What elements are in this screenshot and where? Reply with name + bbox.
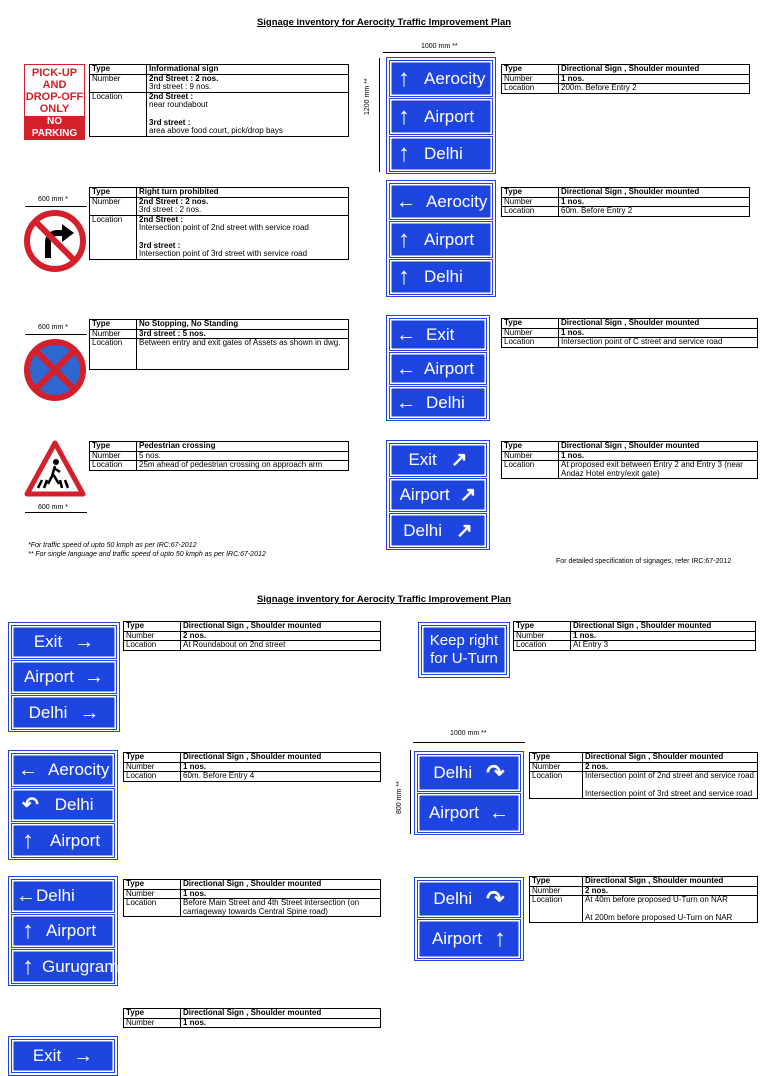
sign-c-panel-2 bbox=[389, 352, 487, 385]
type-key: Type bbox=[124, 880, 181, 890]
number-key: Number bbox=[90, 451, 137, 461]
type-value: Directional Sign , Shoulder mounted bbox=[559, 319, 758, 329]
keep-right-line-1: Keep right bbox=[429, 632, 499, 649]
sign-g-panel-2 bbox=[417, 793, 521, 833]
type-key: Type bbox=[502, 65, 559, 75]
dim-line bbox=[25, 512, 87, 513]
arrow-right-icon: → bbox=[74, 631, 95, 653]
arrow-left-icon: ← bbox=[18, 759, 38, 781]
arrow-up-icon: ↑ bbox=[22, 826, 34, 854]
type-key: Type bbox=[514, 622, 571, 632]
type-value: Right turn prohibited bbox=[137, 188, 349, 198]
location-line-3: 3rd street : bbox=[149, 117, 191, 127]
location-line-3: 3rd street : bbox=[139, 240, 181, 250]
table-keep-right bbox=[513, 621, 756, 651]
page1-title: Signage inventory for Aerocity Traffic Improvement Plan bbox=[256, 17, 512, 28]
location-key: Location bbox=[90, 92, 147, 136]
number-key: Number bbox=[90, 74, 147, 92]
keep-right-line-2: for U-Turn bbox=[430, 650, 498, 667]
location-line-1: At 40m before proposed U-Turn on NAR bbox=[585, 895, 728, 904]
location-value: Intersection point of C street and service road bbox=[559, 338, 758, 348]
dim-600mm-c: 600 mm * bbox=[38, 504, 68, 511]
location-value: 60m. Before Entry 4 bbox=[181, 772, 381, 782]
type-key: Type bbox=[502, 442, 559, 452]
sign-a-label-1: Aerocity bbox=[424, 68, 486, 88]
dim-600mm-b: 600 mm * bbox=[38, 324, 68, 331]
sign-j-label-1: Exit bbox=[32, 1046, 62, 1065]
number-value: 2 nos. bbox=[181, 631, 381, 641]
sign-j-panel-1 bbox=[11, 1039, 115, 1073]
number-value-1: 2nd Street : 2 nos. bbox=[149, 73, 219, 83]
sign-h-label-2: Airport bbox=[46, 921, 97, 940]
sign-h-panel-3 bbox=[11, 949, 119, 984]
location-key: Location bbox=[502, 461, 559, 479]
sign-i-label-2: Airport bbox=[431, 929, 483, 948]
type-key: Type bbox=[90, 442, 137, 452]
sign-a-label-2: Airport bbox=[424, 106, 475, 126]
table-sign-g bbox=[529, 752, 758, 799]
location-value: 60m. Before Entry 2 bbox=[559, 207, 750, 217]
sign-g-label-2: Airport bbox=[428, 803, 480, 822]
pickup-line-2: AND bbox=[42, 79, 67, 91]
type-value: Directional Sign , Shoulder mounted bbox=[571, 622, 756, 632]
type-key: Type bbox=[90, 65, 147, 75]
location-key: Location bbox=[124, 899, 181, 917]
number-key: Number bbox=[90, 197, 137, 215]
location-key: Location bbox=[514, 641, 571, 651]
table-sign-b bbox=[501, 187, 750, 217]
location-key: Location bbox=[90, 339, 137, 370]
dim-1000mm-top: 1000 mm ** bbox=[421, 43, 458, 50]
number-value: 1 nos. bbox=[181, 1018, 381, 1028]
type-key: Type bbox=[502, 188, 559, 198]
sign-b-panel-3 bbox=[389, 259, 493, 295]
location-key: Location bbox=[502, 338, 559, 348]
sign-c-panel-3 bbox=[389, 386, 487, 419]
type-key: Type bbox=[90, 188, 137, 198]
table-right-turn-prohibited bbox=[89, 187, 349, 260]
location-line-1: 2nd Street : bbox=[149, 91, 194, 101]
sign-f-label-3: Airport bbox=[50, 830, 101, 850]
number-value: 1 nos. bbox=[571, 631, 756, 641]
number-value: 2 nos. bbox=[583, 886, 758, 896]
sign-e-panel-2 bbox=[11, 660, 117, 694]
type-key: Type bbox=[124, 622, 181, 632]
location-key: Location bbox=[530, 772, 583, 799]
sign-g-label-1: Delhi bbox=[433, 763, 473, 782]
type-key: Type bbox=[124, 1009, 181, 1019]
number-key: Number bbox=[124, 889, 181, 899]
u-turn-icon: ↷ bbox=[486, 760, 505, 785]
sign-c-panel-1 bbox=[389, 318, 487, 351]
sign-c-label-3: Delhi bbox=[426, 392, 465, 412]
table-sign-h bbox=[123, 879, 381, 917]
number-value: 1 nos. bbox=[181, 762, 381, 772]
sign-d-panel-3 bbox=[389, 513, 487, 548]
table-informational-sign bbox=[89, 64, 349, 137]
number-key: Number bbox=[124, 762, 181, 772]
type-key: Type bbox=[502, 319, 559, 329]
type-value: Directional Sign , Shoulder mounted bbox=[583, 753, 758, 763]
number-value: 2 nos. bbox=[583, 762, 758, 772]
sign-h-panel-2 bbox=[11, 914, 115, 948]
location-line-2: At 200m before proposed U-Turn on NAR bbox=[585, 912, 733, 922]
sign-d-label-3: Delhi bbox=[403, 520, 442, 540]
arrow-right-icon: → bbox=[79, 701, 100, 724]
type-value: Directional Sign , Shoulder mounted bbox=[559, 442, 758, 452]
sign-g-panel-1 bbox=[417, 754, 521, 792]
footnote-2: ** For single language and traffic speed of upto 50 kmph as per IRC:67-2012 bbox=[28, 551, 266, 558]
sign-i-panel-1 bbox=[417, 880, 521, 918]
sign-b-label-1: Aerocity bbox=[426, 191, 488, 211]
table-sign-f bbox=[123, 752, 381, 782]
sign-c-label-1: Exit bbox=[426, 324, 455, 344]
number-value: 1 nos. bbox=[559, 328, 758, 338]
arrow-up-right-icon: ↗ bbox=[450, 449, 468, 471]
arrow-left-icon: ← bbox=[489, 802, 510, 824]
arrow-right-icon: → bbox=[84, 666, 105, 688]
arrow-up-icon: ↑ bbox=[22, 917, 34, 944]
sign-a-label-3: Delhi bbox=[424, 144, 463, 163]
number-value-2: 3rd street : 2 nos. bbox=[139, 205, 202, 214]
location-value: 25m ahead of pedestrian crossing on approach arm bbox=[137, 461, 349, 471]
arrow-up-icon: ↑ bbox=[398, 225, 410, 253]
dim-600mm-a: 600 mm * bbox=[38, 196, 68, 203]
dim-line bbox=[25, 334, 87, 335]
table-no-stopping bbox=[89, 319, 349, 370]
sign-b-label-2: Airport bbox=[424, 229, 475, 249]
number-key: Number bbox=[530, 886, 583, 896]
pickup-line-3: DROP-OFF bbox=[25, 91, 84, 103]
footnote-right: For detailed specification of signages, refer IRC:67-2012 bbox=[556, 558, 732, 565]
location-key: Location bbox=[502, 207, 559, 217]
sign-e-panel-3 bbox=[11, 695, 117, 730]
table-sign-j bbox=[123, 1008, 381, 1028]
sign-i-panel-2 bbox=[417, 919, 521, 959]
location-line-2: Intersection point of 3rd street and service road bbox=[585, 788, 753, 798]
page2-title: Signage inventory for Aerocity Traffic Improvement Plan bbox=[256, 594, 512, 605]
type-value: No Stopping, No Standing bbox=[137, 320, 349, 330]
location-key: Location bbox=[124, 641, 181, 651]
table-sign-a bbox=[501, 64, 750, 94]
type-value: Directional Sign , Shoulder mounted bbox=[181, 880, 381, 890]
sign-e-panel-1 bbox=[11, 625, 117, 659]
arrow-right-icon: → bbox=[73, 1045, 94, 1067]
arrow-up-icon: ↑ bbox=[398, 263, 410, 290]
u-turn-icon: ↷ bbox=[486, 886, 505, 911]
location-value: 200m. Before Entry 2 bbox=[559, 84, 750, 94]
keep-right-sign bbox=[421, 625, 507, 675]
number-key: Number bbox=[502, 74, 559, 84]
dim-line-horizontal bbox=[413, 742, 525, 743]
type-value: Directional Sign , Shoulder mounted bbox=[181, 753, 381, 763]
location-line-4: Intersection point of 3rd street with service road bbox=[139, 249, 308, 258]
number-key: Number bbox=[124, 631, 181, 641]
pickup-dropoff-sign bbox=[24, 64, 85, 140]
type-key: Type bbox=[124, 753, 181, 763]
number-value: 5 nos. bbox=[137, 451, 349, 461]
number-key: Number bbox=[502, 451, 559, 461]
location-key: Location bbox=[124, 772, 181, 782]
location-line-1: 2nd Street : bbox=[139, 214, 184, 224]
dim-line bbox=[25, 206, 87, 207]
arrow-up-icon: ↑ bbox=[22, 952, 34, 980]
type-value: Informational sign bbox=[147, 65, 349, 75]
location-key: Location bbox=[90, 461, 137, 471]
arrow-left-icon: ← bbox=[396, 323, 416, 346]
number-key: Number bbox=[124, 1018, 181, 1028]
no-right-turn-sign-icon bbox=[24, 210, 86, 272]
number-value: 1 nos. bbox=[559, 74, 750, 84]
arrow-up-right-icon: ↗ bbox=[459, 484, 477, 506]
sign-e-label-3: Delhi bbox=[28, 702, 68, 722]
dim-line-vertical bbox=[410, 750, 411, 834]
dim-1000mm: 1000 mm ** bbox=[450, 730, 487, 737]
table-sign-c bbox=[501, 318, 758, 348]
sign-f-panel-3 bbox=[11, 823, 115, 858]
arrow-up-icon: ↑ bbox=[398, 64, 410, 92]
dim-line-vertical bbox=[379, 58, 380, 172]
sign-e-label-2: Airport bbox=[23, 667, 75, 686]
arrow-left-icon: ← bbox=[16, 885, 36, 907]
sign-b-panel-2 bbox=[389, 221, 493, 258]
location-line-2: Intersection point of 2nd street with service road bbox=[139, 223, 309, 232]
sign-d-panel-1 bbox=[389, 443, 487, 477]
location-line-4: area above food court, pick/drop bays bbox=[149, 126, 283, 135]
type-value: Directional Sign , Shoulder mounted bbox=[559, 65, 750, 75]
pickup-line-4: ONLY bbox=[39, 103, 70, 115]
sign-b-label-3: Delhi bbox=[424, 267, 463, 286]
table-sign-i bbox=[529, 876, 758, 923]
sign-f-label-2: Delhi bbox=[54, 795, 94, 814]
number-value: 3rd street : 5 nos. bbox=[137, 329, 349, 339]
footnote-1: *For traffic speed of upto 50 kmph as per IRC:67-2012 bbox=[28, 542, 197, 549]
location-key: Location bbox=[502, 84, 559, 94]
number-key: Number bbox=[530, 762, 583, 772]
type-key: Type bbox=[530, 877, 583, 887]
number-key: Number bbox=[502, 328, 559, 338]
arrow-up-icon: ↑ bbox=[494, 925, 507, 952]
location-value: At proposed exit between Entry 2 and Entry 3 (near Andaz Hotel entry/exit gate) bbox=[559, 461, 758, 479]
sign-d-panel-2 bbox=[389, 478, 487, 512]
location-value: Between entry and exit gates of Assets as shown in dwg. bbox=[137, 339, 349, 370]
dim-1200mm: 1200 mm ** bbox=[364, 78, 371, 115]
pickup-line-1: PICK-UP bbox=[31, 67, 78, 79]
sign-h-label-1: Delhi bbox=[36, 886, 75, 905]
sign-h-label-3: Gurugram bbox=[42, 956, 119, 976]
location-line-2: near roundabout bbox=[149, 100, 208, 109]
location-value: Before Main Street and 4th Street intersection (on carriageway towards Central Spine road) bbox=[181, 899, 381, 917]
sign-b-panel-1 bbox=[389, 183, 493, 220]
location-value: At Roundabout on 2nd street bbox=[181, 641, 381, 651]
no-parking-band: NO PARKING bbox=[24, 116, 85, 140]
type-value: Directional Sign , Shoulder mounted bbox=[559, 188, 750, 198]
number-key: Number bbox=[514, 631, 571, 641]
sign-f-label-1: Aerocity bbox=[48, 760, 110, 779]
location-value: At Entry 3 bbox=[571, 641, 756, 651]
sign-e-label-1: Exit bbox=[33, 632, 63, 651]
location-key: Location bbox=[90, 215, 137, 259]
sign-h-panel-1 bbox=[11, 879, 115, 913]
location-key: Location bbox=[530, 896, 583, 923]
sign-c-label-2: Airport bbox=[424, 358, 475, 378]
sign-d-label-2: Airport bbox=[399, 485, 450, 504]
dim-800mm: 800 mm ** bbox=[396, 781, 403, 814]
type-value: Directional Sign , Shoulder mounted bbox=[583, 877, 758, 887]
sign-f-panel-2 bbox=[11, 788, 115, 822]
arrow-up-right-icon: ↗ bbox=[455, 519, 473, 542]
arrow-left-icon: ← bbox=[396, 357, 416, 380]
sign-a-panel-2 bbox=[389, 98, 493, 135]
sign-a-panel-1 bbox=[389, 60, 493, 97]
type-key: Type bbox=[90, 320, 137, 330]
pedestrian-crossing-sign-icon bbox=[24, 440, 86, 498]
table-pedestrian-crossing bbox=[89, 441, 349, 471]
no-stopping-sign-icon bbox=[24, 339, 86, 401]
arrow-left-icon: ← bbox=[396, 391, 416, 414]
type-value: Directional Sign , Shoulder mounted bbox=[181, 622, 381, 632]
table-sign-d bbox=[501, 441, 758, 479]
number-value: 1 nos. bbox=[181, 889, 381, 899]
sign-a-panel-3 bbox=[389, 136, 493, 172]
type-value: Directional Sign , Shoulder mounted bbox=[181, 1009, 381, 1019]
number-value-2: 3rd street : 9 nos. bbox=[149, 82, 212, 91]
sign-f-panel-1 bbox=[11, 753, 115, 787]
number-value: 1 nos. bbox=[559, 451, 758, 461]
dim-line-horizontal bbox=[383, 52, 495, 53]
arrow-up-icon: ↑ bbox=[398, 140, 410, 167]
sign-i-label-1: Delhi bbox=[433, 889, 473, 908]
number-key: Number bbox=[502, 197, 559, 207]
number-key: Number bbox=[90, 329, 137, 339]
number-value: 1 nos. bbox=[559, 197, 750, 207]
arrow-left-icon: ← bbox=[396, 190, 416, 213]
type-key: Type bbox=[530, 753, 583, 763]
arrow-up-icon: ↑ bbox=[398, 102, 410, 130]
table-sign-e bbox=[123, 621, 381, 651]
sign-d-label-1: Exit bbox=[408, 450, 437, 469]
u-turn-icon: ↶ bbox=[22, 794, 39, 816]
location-line-1: Intersection point of 2nd street and service road bbox=[585, 771, 754, 780]
number-value-1: 2nd Street : 2 nos. bbox=[139, 196, 209, 206]
type-value: Pedestrian crossing bbox=[137, 442, 349, 452]
